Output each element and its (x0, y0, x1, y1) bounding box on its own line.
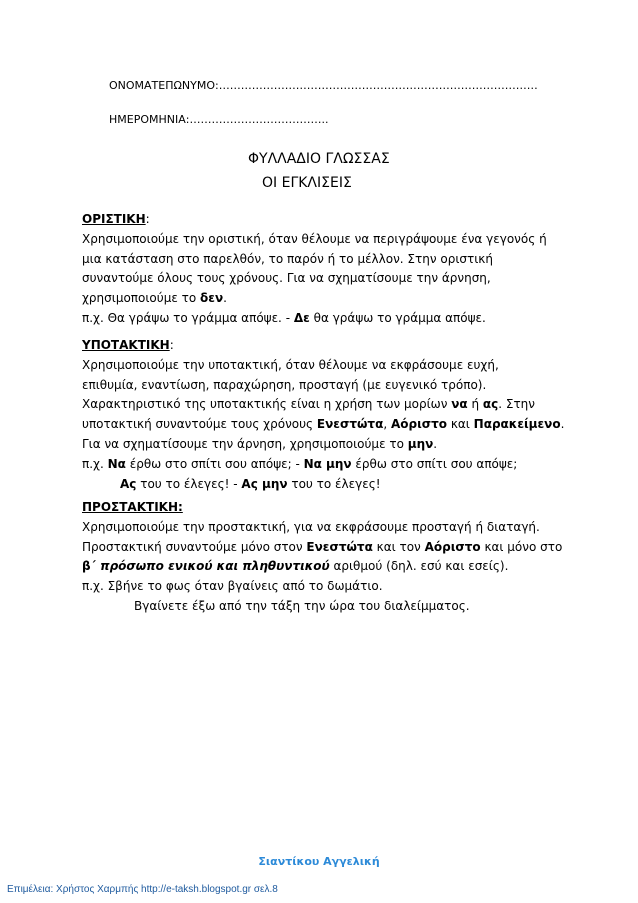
title-line-1: ΦΥΛΛΑΔΙΟ ΓΛΩΣΣΑΣ (248, 151, 390, 167)
name-dots: …………………………………………………………………………… (218, 79, 538, 92)
text-run: αριθμού (δηλ. εσύ και εσείς). (329, 559, 509, 574)
title-line-2: ΟΙ ΕΓΚΛΙΣΕΙΣ (262, 175, 352, 191)
text-run: . Στην (498, 397, 535, 412)
text-run: π.χ. (82, 456, 108, 471)
text-run: του το έλεγες! - (136, 476, 242, 491)
text-run: και (447, 417, 474, 432)
text-run: και μόνο στο (480, 539, 563, 554)
text-run: Χαρακτηριστικό της υποτακτικής είναι η χρήση των μορίων (82, 397, 452, 412)
bold-keyword: Ενεστώτα (316, 417, 384, 432)
text-run: Προστακτική συναντούμε μόνο στον (82, 539, 307, 554)
text-run: , (383, 417, 391, 432)
heading-oristiki: ΟΡΙΣΤΙΚΗ (82, 212, 146, 226)
section-prostaktiki (82, 498, 562, 617)
text-line (82, 395, 562, 415)
bold-keyword: Ενεστώτα (306, 539, 373, 554)
bold-keyword: Ας μην (241, 476, 288, 491)
text-run: έρθω στο σπίτι σου απόψε; (351, 456, 518, 471)
bold-keyword: Παρακείμενο (473, 417, 561, 432)
section-heading-line (82, 498, 562, 518)
bold-keyword: Αόριστο (424, 539, 481, 554)
heading-ypotaktiki: ΥΠΟΤΑΚΤΙΚΗ (82, 338, 170, 352)
name-label: ΟΝΟΜΑΤΕΠΩΝΥΜΟ: (109, 79, 219, 92)
example-line (82, 455, 562, 475)
text-run: του το έλεγες! (287, 476, 381, 491)
text-run: και τον (372, 539, 425, 554)
text-run: . (560, 417, 565, 432)
text-line: επιθυμία, εναντίωση, παραχώρηση, προσταγή (με ευγενικό τρόπο). (82, 377, 487, 392)
text-line: Χρησιμοποιούμε την προστακτική, για να εκφράσουμε προσταγή ή διαταγή. (82, 519, 540, 534)
bold-keyword: Δε (293, 310, 310, 325)
heading-colon: : (169, 338, 174, 352)
bold-keyword: β΄ (82, 559, 101, 574)
text-run: χρησιμοποιούμε το (82, 291, 201, 306)
example-line: π.χ. Σβήνε το φως όταν βγαίνεις από το δωμάτιο. (82, 579, 383, 594)
bold-keyword: μην (407, 436, 434, 451)
section-ypotaktiki (82, 336, 565, 494)
example-line (82, 309, 562, 329)
text-line (82, 435, 562, 455)
text-line: Χρησιμοποιούμε την οριστική, όταν θέλουμε να περιγράψουμε ένα γεγονός ή (82, 231, 547, 246)
text-line (82, 415, 565, 435)
author-name: Σιαντίκου Αγγελική (258, 855, 380, 868)
text-run: ή (467, 397, 483, 412)
text-run: π.χ. Θα γράψω το γράμμα απόψε. - (82, 310, 294, 325)
text-run: θα γράψω το γράμμα απόψε. (309, 310, 486, 325)
heading-colon: : (145, 212, 150, 226)
date-field-line (109, 113, 328, 126)
text-line (82, 289, 562, 309)
text-run: έρθω στο σπίτι σου απόψε; - (125, 456, 304, 471)
text-line (82, 557, 562, 577)
bold-italic-keyword: πρόσωπο ενικού και πληθυντικού (100, 559, 330, 574)
bold-keyword: να (451, 397, 468, 412)
example-line: Βγαίνετε έξω από την τάξη την ώρα του διαλείμματος. (134, 598, 470, 613)
heading-prostaktiki: ΠΡΟΣΤΑΚΤΙΚΗ: (82, 500, 183, 514)
text-run: . (433, 436, 438, 451)
section-heading-line (82, 210, 562, 230)
bold-keyword: Ας (120, 476, 137, 491)
section-oristiki (82, 210, 562, 329)
text-run: . (223, 291, 227, 306)
bold-keyword: δεν (200, 291, 224, 306)
text-line: μια κατάσταση στο παρελθόν, το παρόν ή το μέλλον. Στην οριστική (82, 251, 493, 266)
date-label: ΗΜΕΡΟΜΗΝΙΑ: (109, 113, 190, 126)
bold-keyword: Να μην (303, 456, 352, 471)
footer-credit: Επιμέλεια: Χρήστος Χαρμπής http://e-taksh.blogspot.gr σελ.8 (7, 884, 278, 895)
date-dots: ……………………………….. (189, 113, 329, 126)
bold-keyword: Να (107, 456, 126, 471)
bold-keyword: ας (482, 397, 499, 412)
text-line: συναντούμε όλους τους χρόνους. Για να σχηματίσουμε την άρνηση, (82, 271, 491, 286)
text-line: Χρησιμοποιούμε την υποτακτική, όταν θέλουμε να εκφράσουμε ευχή, (82, 357, 499, 372)
section-heading-line (82, 336, 562, 356)
text-line (82, 538, 562, 558)
text-run: Για να σχηματίσουμε την άρνηση, χρησιμοποιούμε το (82, 436, 408, 451)
text-run: υποτακτική συναντούμε τους χρόνους (82, 417, 317, 432)
name-field-line (109, 79, 538, 92)
example-line (82, 475, 562, 495)
bold-keyword: Αόριστο (390, 417, 447, 432)
